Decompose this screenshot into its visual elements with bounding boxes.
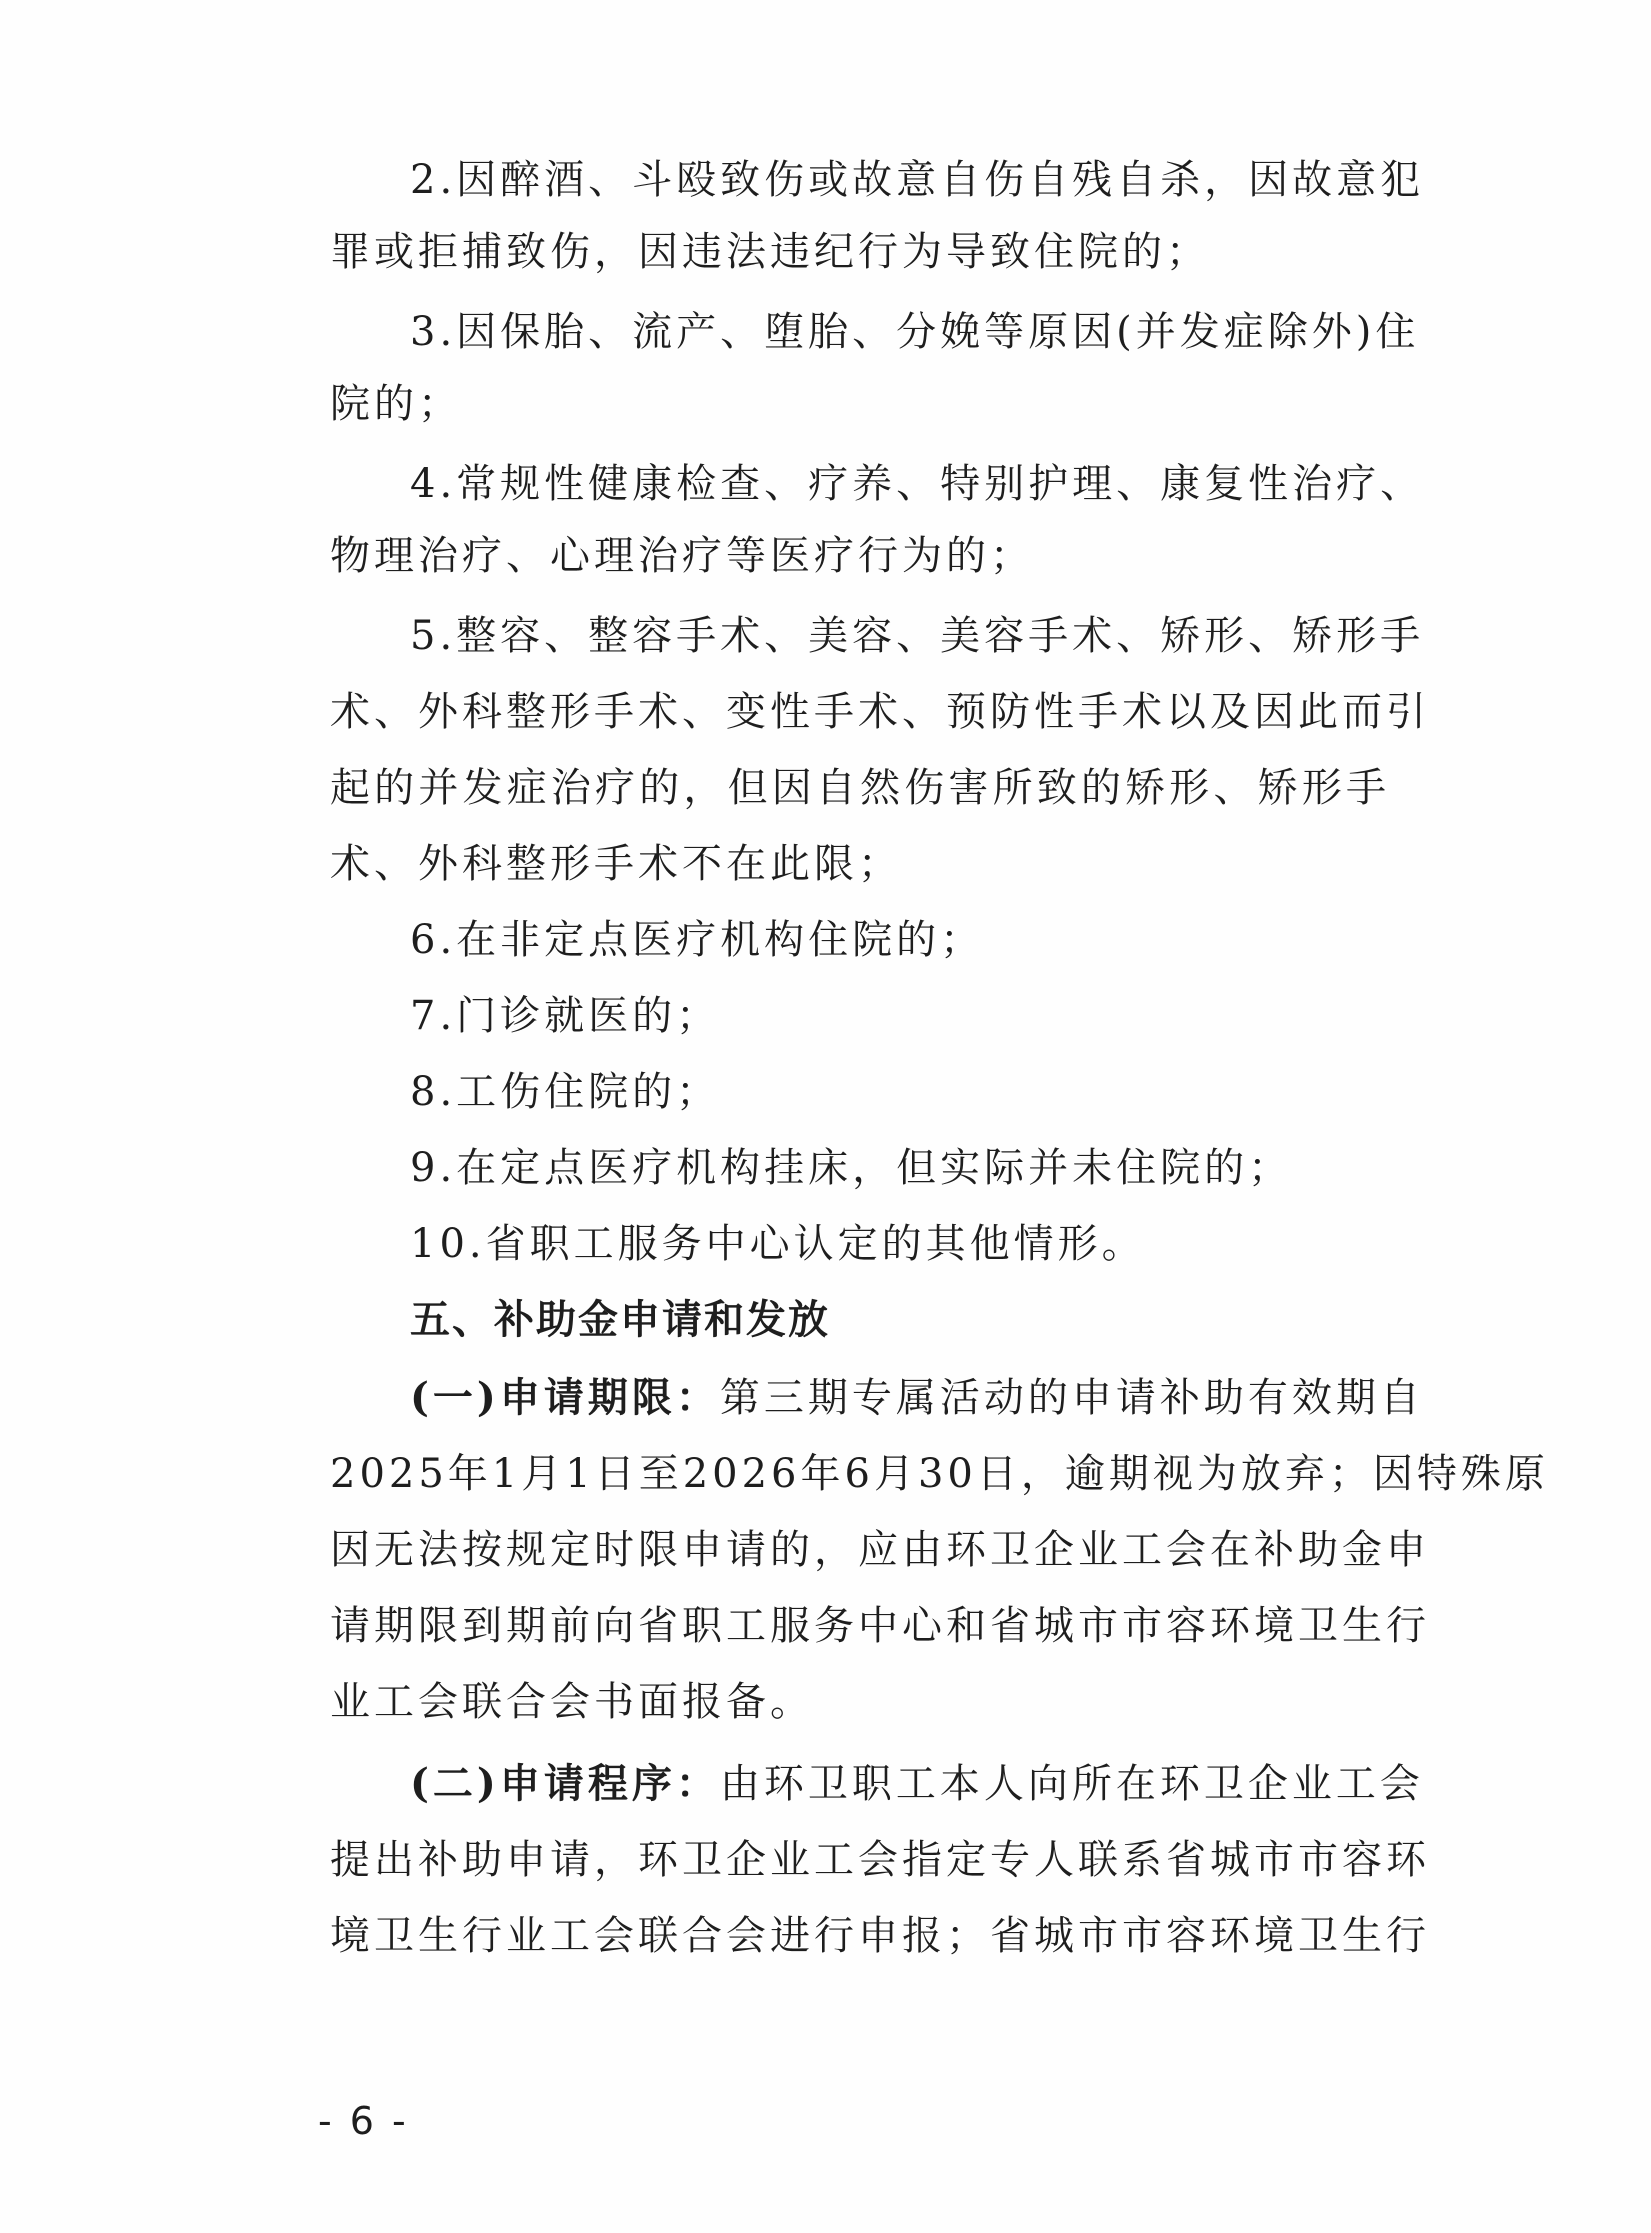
section-5-sub-1-line-3: 因无法按规定时限申请的，应由环卫企业工会在补助金申 bbox=[330, 1527, 1430, 1573]
item-2-line-2: 罪或拒捕致伤，因违法违纪行为导致住院的； bbox=[330, 229, 1210, 275]
item-9: 9.在定点医疗机构挂床，但实际并未住院的； bbox=[410, 1145, 1293, 1191]
item-3-line-2: 院的； bbox=[330, 381, 462, 427]
item-4-line-1: 4.常规性健康检查、疗养、特别护理、康复性治疗、 bbox=[410, 461, 1425, 507]
sub-1-label: (一)申请期限： bbox=[410, 1374, 720, 1421]
section-5-heading: 五、补助金申请和发放 bbox=[410, 1297, 830, 1343]
section-5-sub-1-line-1 bbox=[410, 1368, 1424, 1428]
item-6: 6.在非定点医疗机构住院的； bbox=[410, 917, 985, 963]
section-5-sub-2-line-3: 境卫生行业工会联合会进行申报；省城市市容环境卫生行 bbox=[330, 1913, 1430, 1959]
item-4-line-2: 物理治疗、心理治疗等医疗行为的； bbox=[330, 533, 1034, 579]
section-5-sub-1-line-4: 请期限到期前向省职工服务中心和省城市市容环境卫生行 bbox=[330, 1603, 1430, 1649]
sub-2-line-1-text: 由环卫职工本人向所在环卫企业工会 bbox=[719, 1761, 1424, 1807]
item-10: 10.省职工服务中心认定的其他情形。 bbox=[410, 1221, 1146, 1267]
page-number: - 6 - bbox=[318, 2099, 409, 2143]
item-8: 8.工伤住院的； bbox=[410, 1069, 721, 1115]
section-5-sub-1-line-2: 2025年1月1日至2026年6月30日，逾期视为放弃；因特殊原 bbox=[330, 1451, 1549, 1497]
section-5-sub-2-line-2: 提出补助申请，环卫企业工会指定专人联系省城市市容环 bbox=[330, 1837, 1430, 1883]
item-7: 7.门诊就医的； bbox=[410, 993, 721, 1039]
item-5-line-1: 5.整容、整容手术、美容、美容手术、矫形、矫形手 bbox=[410, 613, 1425, 659]
item-5-line-4: 术、外科整形手术不在此限； bbox=[330, 841, 902, 887]
section-5-sub-2-line-1 bbox=[410, 1754, 1424, 1814]
section-5-sub-1-line-5: 业工会联合会书面报备。 bbox=[330, 1679, 814, 1725]
item-2-line-1: 2.因醉酒、斗殴致伤或故意自伤自残自杀，因故意犯 bbox=[410, 157, 1425, 203]
item-3-line-1: 3.因保胎、流产、堕胎、分娩等原因(并发症除外)住 bbox=[410, 309, 1420, 355]
sub-1-line-1-text: 第三期专属活动的申请补助有效期自 bbox=[719, 1375, 1424, 1421]
item-5-line-3: 起的并发症治疗的，但因自然伤害所致的矫形、矫形手 bbox=[330, 765, 1390, 811]
item-5-line-2: 术、外科整形手术、变性手术、预防性手术以及因此而引 bbox=[330, 689, 1430, 735]
sub-2-label: (二)申请程序： bbox=[410, 1760, 720, 1807]
